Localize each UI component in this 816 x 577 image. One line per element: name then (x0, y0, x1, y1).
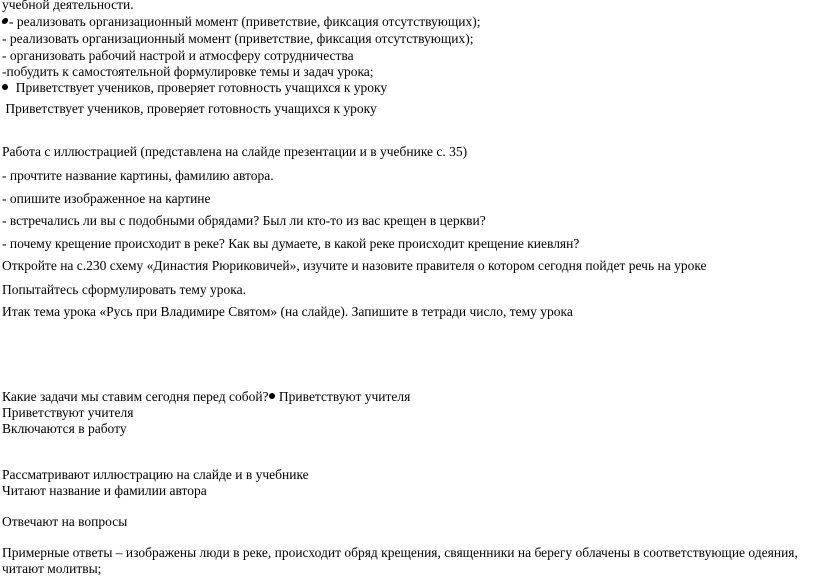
text-line: - почему крещение происходит в реке? Как вы думаете, в какой реке происходит крещение киевлян? (2, 236, 580, 251)
text-line (2, 14, 481, 30)
text-line: - встречались ли вы с подобными обрядами? Был ли кто-то из вас крещен в церкви? (2, 213, 486, 228)
text-line: Приветствуют учителя (2, 405, 134, 420)
text-line-content: Приветствуют учителя (275, 389, 411, 404)
text-line: Приветствует учеников, проверяет готовность учащихся к уроку (2, 101, 377, 116)
text-line: учебной деятельности. (2, 0, 134, 12)
text-line: Итак тема урока «Русь при Владимире Святом» (на слайде). Запишите в тетради число, тему урока (2, 304, 573, 319)
text-line: Попытайтесь сформулировать тему урока. (2, 282, 246, 297)
text-line: Работа с иллюстрацией (представлена на слайде презентации и в учебнике с. 35) (2, 144, 468, 159)
text-line: Рассматривают иллюстрацию на слайде и в учебнике (2, 467, 309, 482)
text-line-content: Приветствует учеников, проверяет готовность учащихся к уроку (15, 80, 388, 95)
text-line (2, 80, 387, 96)
text-line: - реализовать организационный момент (приветствие, фиксация отсутствующих); (2, 31, 474, 46)
text-line: Отвечают на вопросы (2, 514, 128, 529)
text-line-content: Какие задачи мы ставим сегодня перед собой? (2, 389, 269, 404)
text-line: -побудить к самостоятельной формулировке темы и задач урока; (2, 64, 374, 79)
text-line: Откройте на с.230 схему «Династия Рюриковичей», изучите и назовите правителя о котором сегодня пойдет речь на уроке (2, 258, 707, 273)
text-line: Читают название и фамилии автора (2, 483, 207, 498)
text-line: - опишите изображенное на картине (2, 191, 211, 206)
bullet-icon (269, 393, 275, 399)
bullet-icon (1, 18, 9, 24)
text-line-content: - реализовать организационный момент (приветствие, фиксация отсутствующих); (9, 14, 481, 29)
text-line: - организовать рабочий настрой и атмосферу сотрудничества (2, 48, 354, 63)
text-line: - прочтите название картины, фамилию автора. (2, 168, 274, 183)
text-line: Включаются в работу (2, 421, 127, 436)
text-line (2, 389, 410, 405)
text-line: Примерные ответы – изображены люди в реке, происходит обряд крещения, священники на берегу облачены в соответствующие одеяния, читают молитвы; (2, 545, 798, 576)
bullet-icon (2, 84, 8, 90)
